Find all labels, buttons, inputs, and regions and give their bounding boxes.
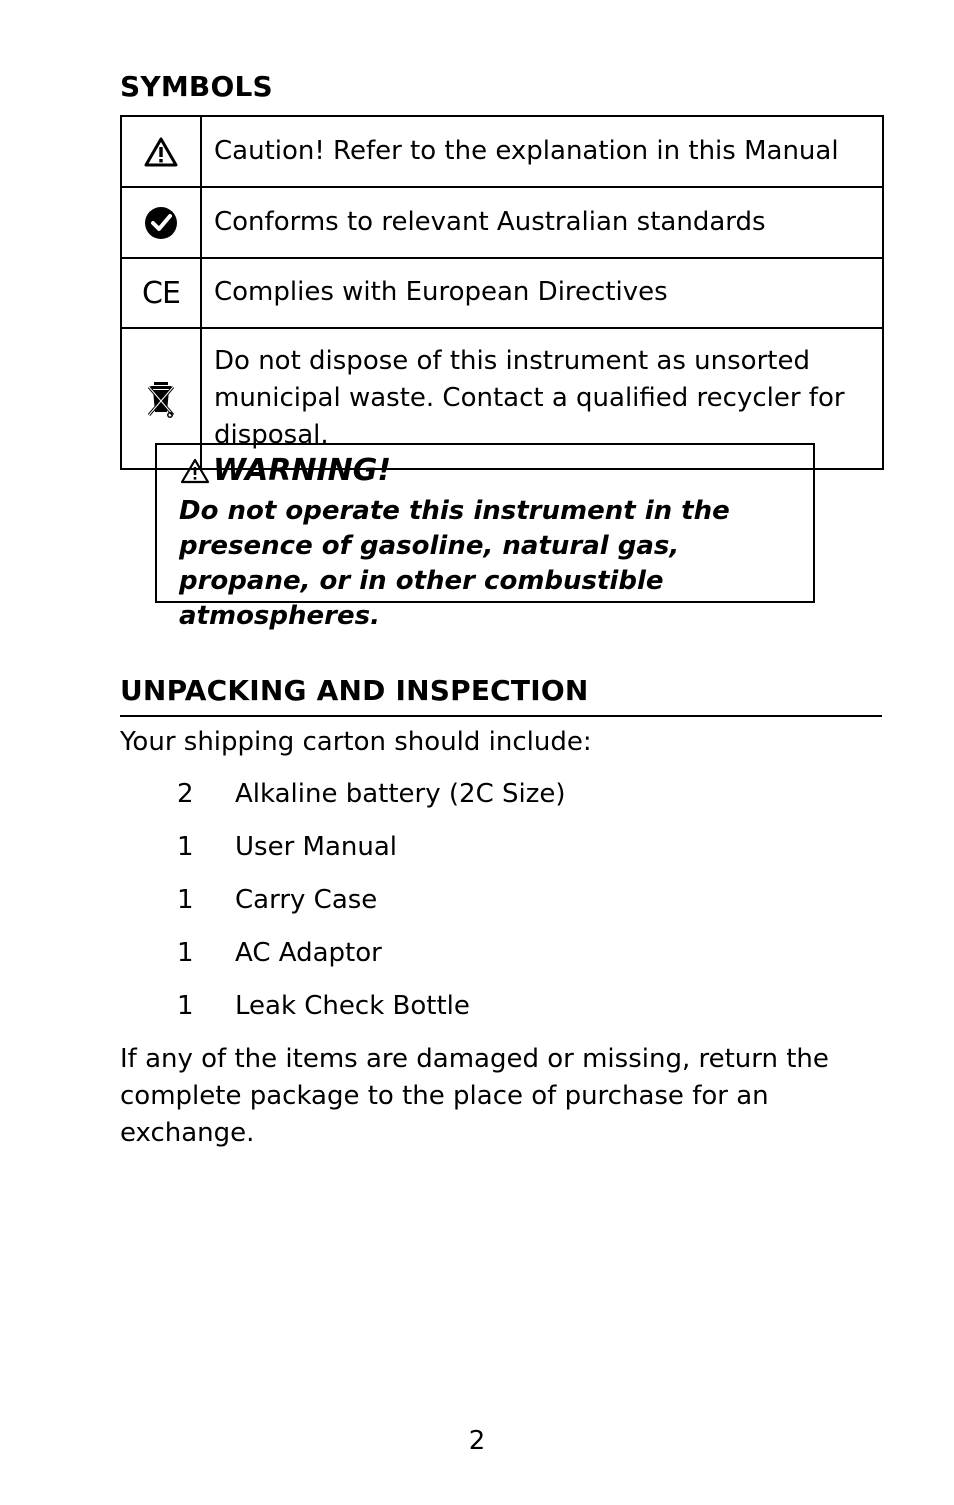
symbol-description: Do not dispose of this instrument as unsorted municipal waste. Contact a qualified recycler for disposal. [201, 328, 883, 469]
caution-triangle-icon [143, 136, 179, 168]
item-name: Carry Case [235, 885, 378, 915]
list-item [120, 776, 820, 829]
symbol-row [121, 187, 883, 258]
heading-divider [120, 715, 882, 717]
item-quantity: 2 [177, 779, 194, 809]
symbol-row [121, 258, 883, 328]
list-item [120, 829, 820, 882]
unpacking-heading: UNPACKING AND INSPECTION [120, 674, 589, 707]
item-quantity: 1 [177, 885, 194, 915]
warning-title: WARNING! [213, 453, 392, 488]
symbols-table [120, 115, 884, 470]
item-name: AC Adaptor [235, 938, 382, 968]
damage-instructions: If any of the items are damaged or missing, return the complete package to the place of purchase for an exchange. [120, 1044, 829, 1148]
list-item [120, 882, 820, 935]
list-item [120, 988, 820, 1041]
contents-list [120, 776, 820, 1041]
weee-crossed-bin-icon [145, 379, 177, 419]
item-name: Alkaline battery (2C Size) [235, 779, 566, 809]
contents-intro: Your shipping carton should include: [120, 727, 592, 757]
item-name: Leak Check Bottle [235, 991, 470, 1021]
item-quantity: 1 [177, 832, 194, 862]
symbols-heading: SYMBOLS [120, 70, 273, 103]
warning-triangle-icon [179, 457, 211, 485]
item-name: User Manual [235, 832, 398, 862]
ce-mark-icon: CE [142, 275, 180, 311]
symbol-description: Conforms to relevant Australian standards [201, 187, 883, 258]
warning-box [155, 443, 815, 631]
warning-text: Do not operate this instrument in the presence of gasoline, natural gas, propane, or in other combustible atmospheres. [179, 496, 730, 631]
symbol-row [121, 116, 883, 187]
page-number: 2 [468, 1426, 486, 1456]
item-quantity: 1 [177, 938, 194, 968]
symbol-description: Caution! Refer to the explanation in this Manual [201, 116, 883, 187]
item-quantity: 1 [177, 991, 194, 1021]
list-item [120, 935, 820, 988]
symbol-description: Complies with European Directives [201, 258, 883, 328]
rcm-australia-icon [144, 206, 178, 240]
